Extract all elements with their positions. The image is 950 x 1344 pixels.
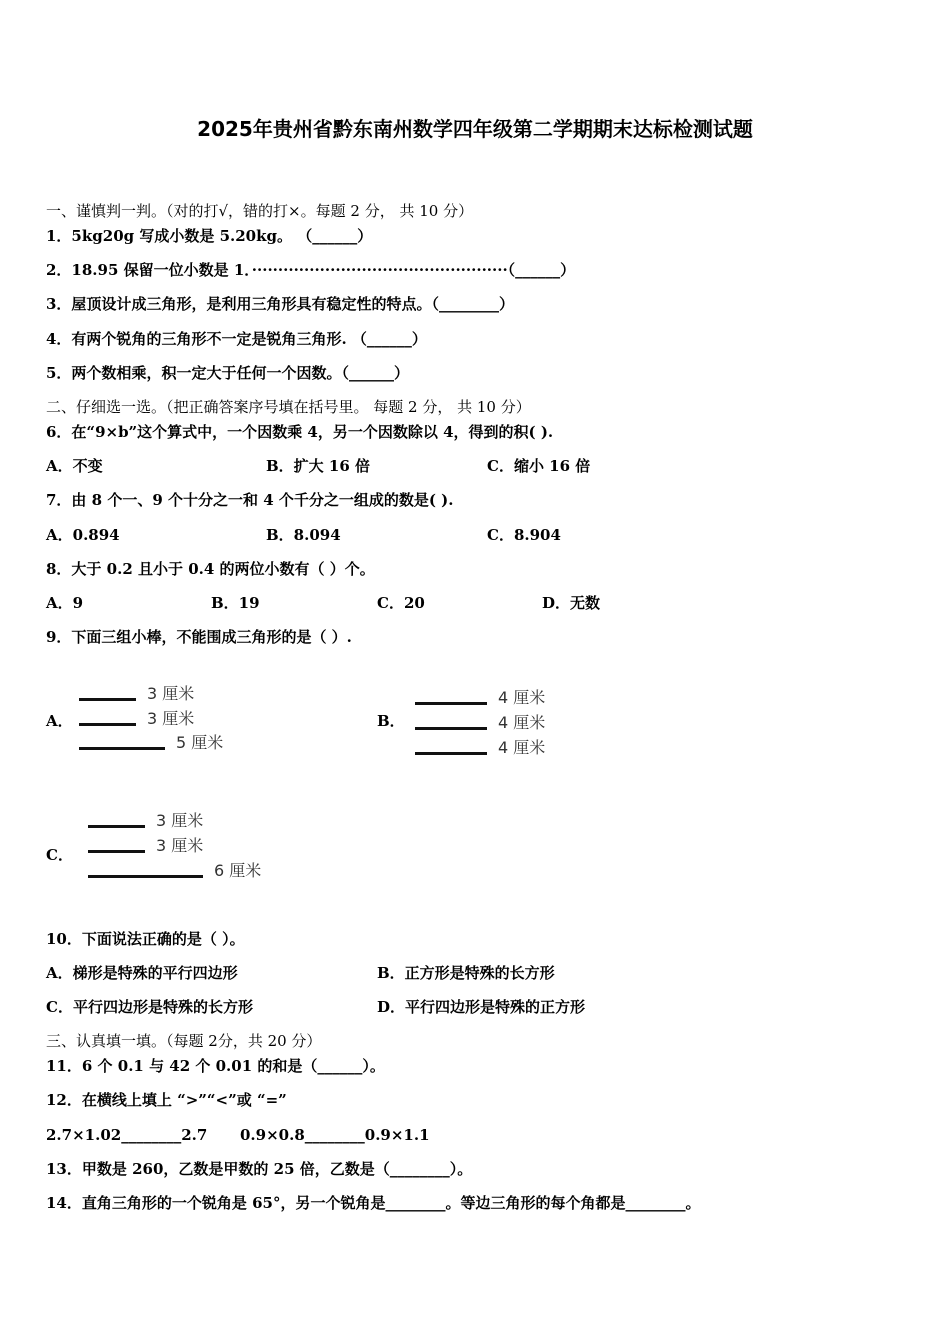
q7-option-a: A．0.894 [46,526,120,544]
question-5: 5．两个数相乘，积一定大于任何一个因数。（______） [46,364,409,382]
stick-a2 [79,723,136,726]
section1-heading: 一、谨慎判一判。（对的打√，错的打×。每题 2 分， 共 10 分） [46,202,474,220]
page-title: 2025年贵州省黔东南州数学四年级第二学期期末达标检测试题 [197,117,753,141]
stick-a1-label: 3 厘米 [147,684,195,703]
question-4: 4．有两个锐角的三角形不一定是锐角三角形. （______） [46,330,427,348]
question-11: 11．6 个 0.1 与 42 个 0.01 的和是（______）。 [46,1057,385,1075]
question-9: 9．下面三组小棒，不能围成三角形的是（ ）. [46,628,352,646]
q6-option-c: C．缩小 16 倍 [487,457,591,475]
q8-option-c: C．20 [377,594,425,612]
q10-option-d: D．平行四边形是特殊的正方形 [377,998,586,1016]
stick-c2 [88,850,145,853]
stick-b3-label: 4 厘米 [498,738,546,757]
q7-option-c: C．8.904 [487,526,561,544]
q9-option-b: B． [377,712,405,730]
stick-c3-label: 6 厘米 [214,861,262,880]
q8-option-b: B．19 [211,594,260,612]
question-3: 3．屋顶设计成三角形，是利用三角形具有稳定性的特点。（________） [46,295,514,313]
q10-option-c: C．平行四边形是特殊的长方形 [46,998,253,1016]
stick-b1-label: 4 厘米 [498,688,546,707]
question-8: 8．大于 0.2 且小于 0.4 的两位小数有（ ）个。 [46,560,375,578]
q8-option-d: D．无数 [542,594,601,612]
stick-c2-label: 3 厘米 [156,836,204,855]
question-7: 7．由 8 个一、9 个十分之一和 4 个千分之一组成的数是( ). [46,491,454,509]
stick-b2-label: 4 厘米 [498,713,546,732]
q9-option-a: A． [46,712,73,730]
q7-option-b: B．8.094 [266,526,341,544]
q10-option-a: A．梯形是特殊的平行四边形 [46,964,238,982]
question-6: 6．在“9×b”这个算式中，一个因数乘 4，另一个因数除以 4，得到的积( ). [46,423,554,441]
stick-a3 [79,747,165,750]
q12-compare-a: 2.7×1.02________2.7 [46,1126,208,1144]
stick-c1 [88,825,145,828]
stick-c1-label: 3 厘米 [156,811,204,830]
question-13: 13．甲数是 260，乙数是甲数的 25 倍，乙数是（________）。 [46,1160,473,1178]
stick-a3-label: 5 厘米 [176,733,224,752]
question-2: 2．18.95 保留一位小数是 1．·················································（______） [46,261,576,279]
stick-b2 [415,727,487,730]
q8-option-a: A．9 [46,594,84,612]
q6-option-a: A．不变 [46,457,103,475]
q12-compare-b: 0.9×0.8________0.9×1.1 [240,1126,430,1144]
stick-a2-label: 3 厘米 [147,709,195,728]
q10-option-b: B．正方形是特殊的长方形 [377,964,555,982]
section3-heading: 三、认真填一填。（每题 2分，共 20 分） [46,1032,322,1050]
q6-option-b: B．扩大 16 倍 [266,457,370,475]
question-10: 10．下面说法正确的是（ ）。 [46,930,245,948]
question-12: 12．在横线上填上 “>”“<”或 “=” [46,1091,287,1109]
section2-heading: 二、仔细选一选。（把正确答案序号填在括号里。 每题 2 分， 共 10 分） [46,398,531,416]
stick-b1 [415,702,487,705]
stick-a1 [79,698,136,701]
q9-option-c: C． [46,846,73,864]
stick-c3 [88,875,203,878]
question-14: 14．直角三角形的一个锐角是 65°，另一个锐角是________。等边三角形的每个角都是________。 [46,1194,701,1212]
stick-b3 [415,752,487,755]
question-1: 1．5kg20g 写成小数是 5.20kg。 （______） [46,227,373,245]
